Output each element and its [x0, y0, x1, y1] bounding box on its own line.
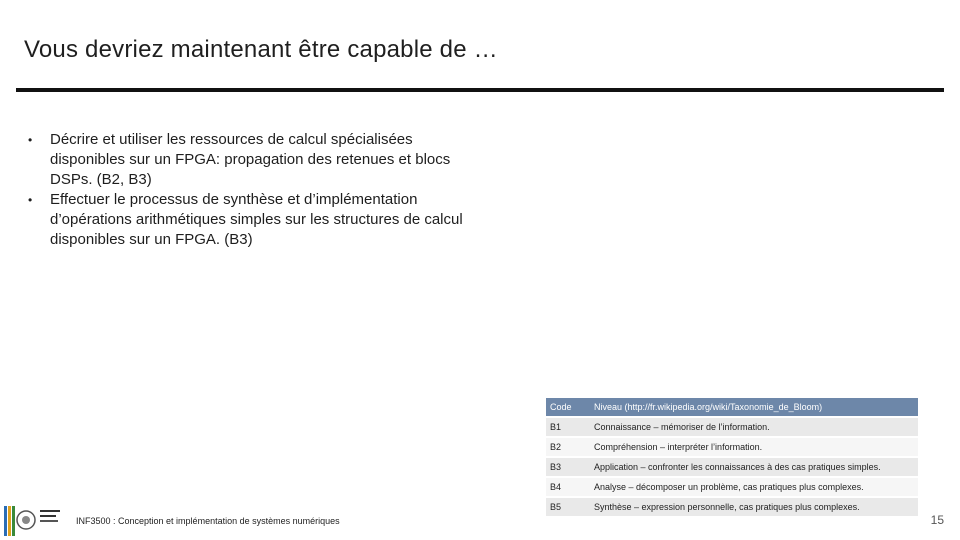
cell-level: Application – confronter les connaissances à des cas pratiques simples.: [590, 458, 918, 476]
page-number: 15: [930, 513, 944, 527]
cell-code: B3: [546, 458, 590, 476]
table-row: [546, 438, 918, 456]
column-header-code: Code: [546, 398, 590, 416]
cell-code: B4: [546, 478, 590, 496]
bloom-taxonomy-table: [546, 396, 918, 518]
bullet-item: [28, 190, 478, 250]
bullet-list: [28, 130, 478, 250]
table-header-row: [546, 398, 918, 416]
cell-code: B2: [546, 438, 590, 456]
title-divider: [16, 88, 944, 92]
cell-level: Analyse – décomposer un problème, cas pratiques plus complexes.: [590, 478, 918, 496]
cell-level: Compréhension – interpréter l’information.: [590, 438, 918, 456]
bullet-text: Décrire et utiliser les ressources de calcul spécialisées disponibles sur un FPGA: propagation des retenues et blocs DSPs. (B2, B3): [50, 131, 451, 188]
polytechnique-logo-icon: [2, 502, 64, 538]
bullet-text: Effectuer le processus de synthèse et d’implémentation d’opérations arithmétiques simples sur les structures de calcul disponibles sur un FPGA. (B3): [50, 191, 463, 248]
table-row: [546, 478, 918, 496]
table-row: [546, 458, 918, 476]
bullet-dot-icon: •: [28, 133, 33, 147]
table-row: [546, 418, 918, 436]
bullet-item: [28, 130, 478, 190]
footer-text: INF3500 : Conception et implémentation de systèmes numériques: [76, 516, 340, 526]
cell-level: Connaissance – mémoriser de l’information.: [590, 418, 918, 436]
column-header-level: Niveau (http://fr.wikipedia.org/wiki/Taxonomie_de_Bloom): [590, 398, 918, 416]
cell-code: B1: [546, 418, 590, 436]
table-row: [546, 498, 918, 516]
cell-level: Synthèse – expression personnelle, cas pratiques plus complexes.: [590, 498, 918, 516]
cell-code: B5: [546, 498, 590, 516]
slide-title: Vous devriez maintenant être capable de …: [24, 36, 498, 63]
bullet-dot-icon: •: [28, 193, 33, 207]
